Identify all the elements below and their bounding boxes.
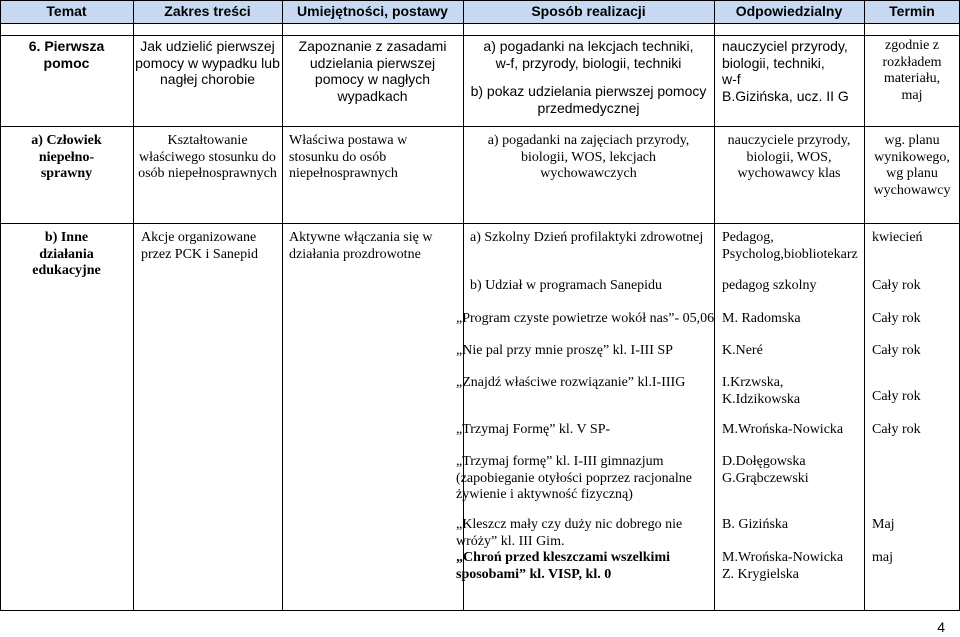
row3-odpowiedzialny-4: I.Krzwska, K.Idzikowska (722, 375, 801, 407)
row1-umiejetnosci: Zapoznanie z zasadami udzielania pierwszej pomocy w nagłych wypadkach (298, 38, 447, 104)
row3-termin-3: Cały rok (872, 343, 921, 358)
row3-odpowiedzialny-3: K.Neré (722, 343, 763, 358)
row3-temat: b) Inne działania edukacyjne (32, 230, 101, 278)
list-item: a) Szkolny Dzień profilaktyki zdrowotnej (470, 230, 704, 245)
row3-odpowiedzialny-0: Pedagog, Psycholog,biobliotekarz (722, 230, 858, 262)
row3-termin-4: Cały rok (872, 389, 921, 404)
row3-termin-7: Maj maj (872, 517, 895, 565)
row1-sposob-a: a) pogadanki na lekcjach techniki, w-f, przyrody, biologii, techniki (483, 38, 694, 71)
row3-umiejetnosci: Aktywne włączania się w działania prozdrowotne (289, 230, 433, 262)
row1-temat: 6. Pierwsza pomoc (28, 38, 105, 71)
header-zakres: Zakres treści (164, 3, 251, 19)
row3-termin-1: Cały rok (872, 278, 921, 293)
header-odpowiedzialny: Odpowiedzialny (735, 3, 843, 19)
row3-odpowiedzialny-6: D.Dołęgowska G.Grąbczewski (722, 454, 809, 486)
row1-odpowiedzialny: nauczyciel przyrody, biologii, techniki, w-f B.Gizińska, ucz. II G (722, 38, 849, 104)
row3-zakres: Akcje organizowane przez PCK i Sanepid (141, 230, 259, 262)
row1-zakres: Jak udzielić pierwszej pomocy w wypadku lub nagłej chorobie (135, 38, 280, 87)
row3-termin-0: kwiecień (872, 230, 923, 245)
row2-odpowiedzialny: nauczyciele przyrody, biologii, WOS, wychowawcy klas (727, 133, 851, 181)
row3-odpowiedzialny-7: B. Gizińska M.Wrońska-Nowicka Z. Krygielska (722, 517, 844, 582)
list-item: „Trzymaj formę” kl. I-III gimnazjum (zapobieganie otyłości poprzez racjonalne żywienie i aktywność fizyczną) (456, 454, 692, 502)
list-item: b) Udział w programach Sanepidu (470, 278, 663, 293)
header-termin: Termin (889, 3, 935, 19)
row1-sposob-b: b) pokaz udzielania pierwszej pomocy przedmedycznej (470, 83, 707, 116)
list-item: „Trzymaj Formę” kl. V SP- (456, 422, 611, 437)
row3-odpowiedzialny-1: pedagog szkolny (722, 278, 817, 293)
row3-termin-2: Cały rok (872, 311, 921, 326)
row1-termin: zgodnie z rozkładem materiału, maj (882, 38, 942, 103)
row2-sposob: a) pogadanki na zajęciach przyrody, biologii, WOS, lekcjach wychowawczych (487, 133, 690, 181)
header-temat: Temat (46, 3, 87, 19)
row3-odpowiedzialny-2: M. Radomska (722, 311, 801, 326)
list-item: „Nie pal przy mnie proszę” kl. I-III SP (456, 343, 673, 358)
header-umiejetnosci: Umiejętności, postawy (297, 3, 448, 19)
list-item: „Program czyste powietrze wokół nas”- 05,06 (456, 311, 715, 326)
list-item: „Znajdź właściwe rozwiązanie” kl.I-IIIG (456, 375, 686, 390)
row2-umiejetnosci: Właściwa postawa w stosunku do osób niepełnosprawnych (289, 133, 408, 181)
row2-termin: wg. planu wynikowego, wg planu wychowawcy (873, 133, 951, 198)
row2-zakres: Kształtowanie właściwego stosunku do osób niepełnosprawnych (138, 133, 277, 181)
header-sposob: Sposób realizacji (531, 3, 646, 19)
list-item: „Kleszcz mały czy duży nic dobrego nie wróży” kl. III Gim. „Chroń przed kleszczami wszelkimi sposobami” kl. VISP, kl. 0 (456, 517, 683, 582)
page-number: 4 (937, 619, 945, 635)
row2-temat: a) Człowiek niepełno- sprawny (31, 133, 102, 181)
row3-termin-5: Cały rok (872, 422, 921, 437)
row3-odpowiedzialny-5: M.Wrońska-Nowicka (722, 422, 844, 437)
